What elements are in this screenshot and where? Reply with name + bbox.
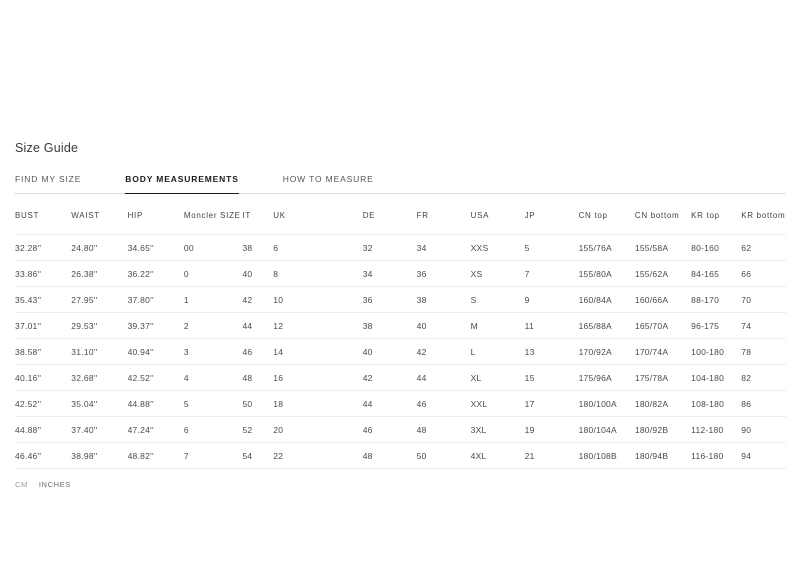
cell-kr-bottom: 94 xyxy=(741,443,786,469)
cell-cn-bottom: 155/58A xyxy=(635,235,691,261)
cell-fr: 44 xyxy=(417,365,471,391)
column-header-waist: WAIST xyxy=(71,211,100,220)
column-header-de: DE xyxy=(362,211,376,220)
cell-it: 40 xyxy=(242,261,273,287)
unit-option-inches[interactable]: INCHES xyxy=(38,480,71,489)
cell-usa: S xyxy=(471,287,525,313)
cell-kr-bottom: 90 xyxy=(741,417,786,443)
cell-it: 44 xyxy=(242,313,273,339)
cell-kr-bottom: 74 xyxy=(741,313,786,339)
cell-bust: 46.46'' xyxy=(15,443,71,469)
cell-kr-top: 88-170 xyxy=(691,287,741,313)
cell-cn-top: 175/96A xyxy=(579,365,635,391)
size-table-container xyxy=(14,211,786,469)
cell-moncler-size: 7 xyxy=(184,443,243,469)
cell-moncler-size: 0 xyxy=(184,261,243,287)
cell-fr: 50 xyxy=(417,443,471,469)
cell-jp: 13 xyxy=(525,339,579,365)
cell-bust: 37.01'' xyxy=(15,313,71,339)
cell-de: 38 xyxy=(363,313,417,339)
cell-de: 32 xyxy=(363,235,417,261)
cell-bust: 40.16'' xyxy=(15,365,71,391)
column-header-bust: BUST xyxy=(15,211,40,220)
cell-jp: 5 xyxy=(525,235,579,261)
cell-jp: 15 xyxy=(525,365,579,391)
cell-de: 36 xyxy=(363,287,417,313)
cell-hip: 40.94'' xyxy=(128,339,184,365)
cell-kr-top: 116-180 xyxy=(691,443,741,469)
column-header-cn-top: CN top xyxy=(578,211,608,220)
cell-usa: 4XL xyxy=(471,443,525,469)
cell-hip: 37.80'' xyxy=(128,287,184,313)
cell-kr-top: 108-180 xyxy=(691,391,741,417)
cell-de: 34 xyxy=(363,261,417,287)
cell-bust: 33.86'' xyxy=(15,261,71,287)
cell-hip: 42.52'' xyxy=(128,365,184,391)
cell-cn-bottom: 180/92B xyxy=(635,417,691,443)
cell-kr-bottom: 82 xyxy=(741,365,786,391)
cell-kr-top: 80-160 xyxy=(691,235,741,261)
cell-de: 46 xyxy=(363,417,417,443)
cell-uk: 14 xyxy=(273,339,362,365)
column-header-fr: FR xyxy=(416,211,429,220)
cell-moncler-size: 4 xyxy=(184,365,243,391)
column-header-it: IT xyxy=(242,211,251,220)
cell-cn-top: 155/76A xyxy=(579,235,635,261)
cell-hip: 48.82'' xyxy=(128,443,184,469)
cell-moncler-size: 00 xyxy=(184,235,243,261)
cell-cn-bottom: 170/74A xyxy=(635,339,691,365)
cell-kr-top: 112-180 xyxy=(691,417,741,443)
cell-kr-bottom: 70 xyxy=(741,287,786,313)
cell-fr: 40 xyxy=(417,313,471,339)
cell-bust: 42.52'' xyxy=(15,391,71,417)
cell-cn-top: 165/88A xyxy=(579,313,635,339)
table-row xyxy=(15,365,786,391)
cell-hip: 36.22'' xyxy=(128,261,184,287)
table-row xyxy=(15,261,786,287)
cell-usa: XXL xyxy=(471,391,525,417)
table-header-row xyxy=(15,211,786,235)
cell-cn-top: 180/100A xyxy=(579,391,635,417)
cell-uk: 10 xyxy=(273,287,362,313)
cell-hip: 39.37'' xyxy=(128,313,184,339)
cell-hip: 34.65'' xyxy=(128,235,184,261)
cell-fr: 46 xyxy=(417,391,471,417)
table-row xyxy=(15,443,786,469)
cell-uk: 20 xyxy=(273,417,362,443)
cell-de: 40 xyxy=(363,339,417,365)
size-table xyxy=(15,211,786,469)
table-row xyxy=(15,391,786,417)
cell-kr-bottom: 78 xyxy=(741,339,786,365)
cell-uk: 8 xyxy=(273,261,362,287)
cell-it: 46 xyxy=(242,339,273,365)
cell-waist: 31.10'' xyxy=(71,339,127,365)
cell-fr: 34 xyxy=(417,235,471,261)
unit-option-cm[interactable]: CM xyxy=(15,480,28,489)
cell-cn-bottom: 165/70A xyxy=(635,313,691,339)
cell-waist: 26.38'' xyxy=(71,261,127,287)
table-row xyxy=(15,235,786,261)
cell-cn-bottom: 180/82A xyxy=(635,391,691,417)
cell-cn-bottom: 160/66A xyxy=(635,287,691,313)
cell-moncler-size: 6 xyxy=(184,417,243,443)
cell-jp: 19 xyxy=(525,417,579,443)
cell-usa: 3XL xyxy=(471,417,525,443)
cell-bust: 35.43'' xyxy=(15,287,71,313)
cell-usa: XL xyxy=(471,365,525,391)
cell-uk: 6 xyxy=(273,235,362,261)
table-row xyxy=(15,287,786,313)
column-header-hip: HIP xyxy=(127,211,143,220)
cell-fr: 48 xyxy=(417,417,471,443)
cell-uk: 16 xyxy=(273,365,362,391)
cell-kr-top: 96-175 xyxy=(691,313,741,339)
cell-uk: 12 xyxy=(273,313,362,339)
cell-jp: 7 xyxy=(525,261,579,287)
cell-cn-bottom: 180/94B xyxy=(635,443,691,469)
cell-jp: 17 xyxy=(525,391,579,417)
cell-it: 54 xyxy=(242,443,273,469)
tab-body-measurements[interactable]: BODY MEASUREMENTS xyxy=(125,174,238,194)
cell-fr: 42 xyxy=(417,339,471,365)
table-row xyxy=(15,313,786,339)
cell-kr-top: 84-165 xyxy=(691,261,741,287)
unit-toggle xyxy=(14,480,786,489)
cell-usa: M xyxy=(471,313,525,339)
page-title: Size Guide xyxy=(15,141,79,155)
cell-waist: 32.68'' xyxy=(71,365,127,391)
cell-moncler-size: 5 xyxy=(184,391,243,417)
cell-moncler-size: 1 xyxy=(184,287,243,313)
cell-waist: 27.95'' xyxy=(71,287,127,313)
cell-cn-top: 160/84A xyxy=(579,287,635,313)
cell-waist: 24.80'' xyxy=(71,235,127,261)
column-header-jp: JP xyxy=(524,211,536,220)
cell-usa: L xyxy=(471,339,525,365)
column-header-uk: UK xyxy=(273,211,286,220)
cell-kr-top: 104-180 xyxy=(691,365,741,391)
cell-kr-top: 100-180 xyxy=(691,339,741,365)
cell-it: 50 xyxy=(242,391,273,417)
column-header-moncler-size: Moncler SIZE xyxy=(183,211,241,220)
cell-kr-bottom: 62 xyxy=(741,235,786,261)
cell-cn-top: 180/108B xyxy=(579,443,635,469)
cell-cn-top: 155/80A xyxy=(579,261,635,287)
column-header-kr-bottom: KR bottom xyxy=(741,211,786,220)
cell-usa: XXS xyxy=(471,235,525,261)
cell-de: 48 xyxy=(363,443,417,469)
table-row xyxy=(15,339,786,365)
table-row xyxy=(15,417,786,443)
cell-moncler-size: 2 xyxy=(184,313,243,339)
cell-it: 48 xyxy=(242,365,273,391)
cell-waist: 29.53'' xyxy=(71,313,127,339)
cell-kr-bottom: 86 xyxy=(741,391,786,417)
cell-kr-bottom: 66 xyxy=(741,261,786,287)
column-header-usa: USA xyxy=(470,211,490,220)
cell-jp: 11 xyxy=(525,313,579,339)
cell-cn-bottom: 175/78A xyxy=(635,365,691,391)
cell-hip: 44.88'' xyxy=(128,391,184,417)
column-header-cn-bottom: CN bottom xyxy=(634,211,680,220)
cell-uk: 22 xyxy=(273,443,362,469)
cell-cn-bottom: 155/62A xyxy=(635,261,691,287)
cell-hip: 47.24'' xyxy=(128,417,184,443)
cell-it: 52 xyxy=(242,417,273,443)
cell-jp: 9 xyxy=(525,287,579,313)
cell-bust: 38.58'' xyxy=(15,339,71,365)
tab-find-my-size[interactable]: FIND MY SIZE xyxy=(15,174,81,193)
cell-usa: XS xyxy=(471,261,525,287)
cell-uk: 18 xyxy=(273,391,362,417)
cell-bust: 44.88'' xyxy=(15,417,71,443)
cell-jp: 21 xyxy=(525,443,579,469)
cell-fr: 36 xyxy=(417,261,471,287)
cell-waist: 38.98'' xyxy=(71,443,127,469)
cell-waist: 35.04'' xyxy=(71,391,127,417)
column-header-kr-top: KR top xyxy=(691,211,720,220)
cell-cn-top: 170/92A xyxy=(579,339,635,365)
cell-de: 44 xyxy=(363,391,417,417)
cell-de: 42 xyxy=(363,365,417,391)
tab-bar xyxy=(14,174,786,194)
cell-bust: 32.28'' xyxy=(15,235,71,261)
tab-how-to-measure[interactable]: HOW TO MEASURE xyxy=(283,174,374,193)
cell-waist: 37.40'' xyxy=(71,417,127,443)
cell-moncler-size: 3 xyxy=(184,339,243,365)
cell-cn-top: 180/104A xyxy=(579,417,635,443)
cell-it: 42 xyxy=(242,287,273,313)
cell-it: 38 xyxy=(242,235,273,261)
cell-fr: 38 xyxy=(417,287,471,313)
